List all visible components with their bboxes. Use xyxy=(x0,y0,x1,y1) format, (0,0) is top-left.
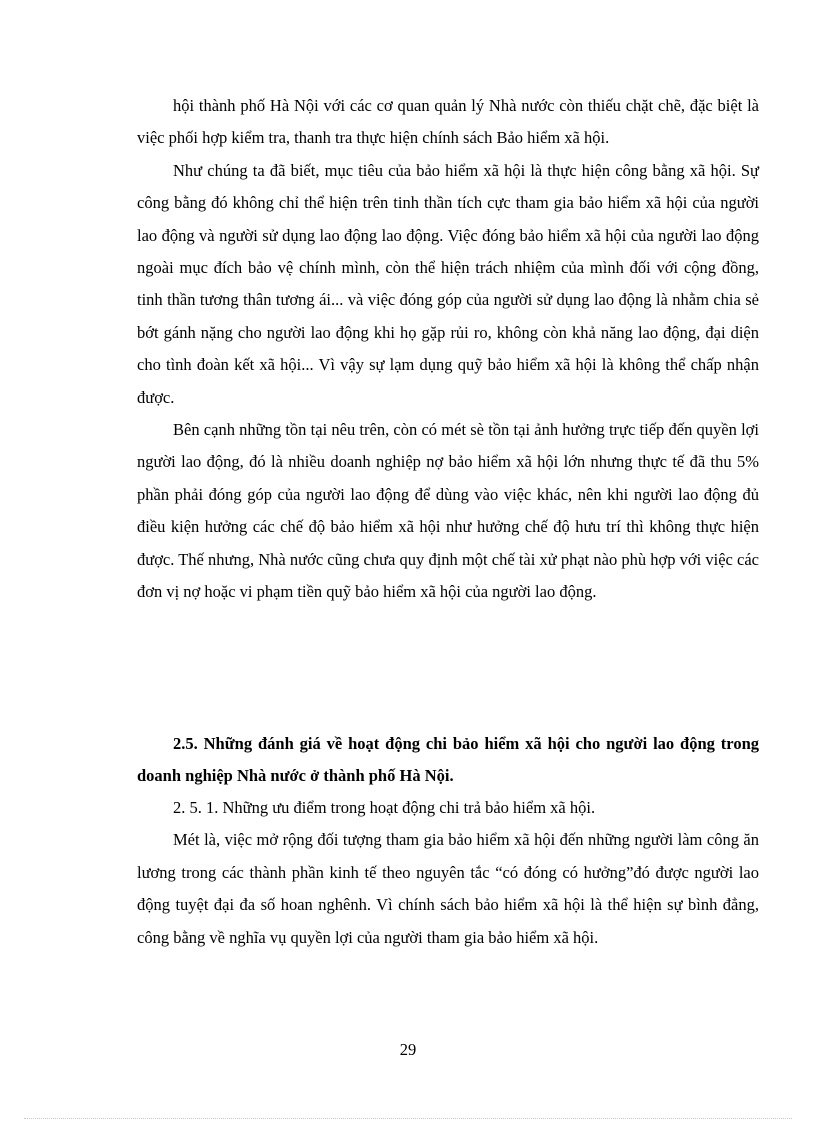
body-text-bottom xyxy=(137,792,759,954)
paragraph-4: Mét là, việc mở rộng đối tượng tham gia bảo hiểm xã hội đến những người làm công ăn lương trong các thành phần kinh tế theo nguyên tắc “có đóng có hưởng”đó được người lao động tuyệt đại đa số hoan nghênh. Vì chính sách bảo hiểm xã hội là thể hiện sự bình đẳng, công bằng về nghĩa vụ quyền lợi của người tham gia bảo hiểm xã hội. xyxy=(137,830,759,947)
paragraph-1: hội thành phố Hà Nội với các cơ quan quản lý Nhà nước còn thiếu chặt chẽ, đặc biệt là việc phối hợp kiểm tra, thanh tra thực hiện chính sách Bảo hiểm xã hội. xyxy=(137,96,759,148)
paragraph-3: Bên cạnh những tồn tại nêu trên, còn có mét sè tồn tại ảnh hưởng trực tiếp đến quyền lợi người lao động, đó là nhiều doanh nghiệp nợ bảo hiểm xã hội lớn nhưng thực tế đã thu 5% phần phải đóng góp của người lao động để dùng vào việc khác, nên khi người lao động đủ điều kiện hưởng các chế độ bảo hiểm xã hội như hưởng chế độ hưu trí thì không thực hiện được. Thế nhưng, Nhà nước cũng chưa quy định một chế tài xử phạt nào phù hợp với việc các đơn vị nợ hoặc vi phạm tiền quỹ bảo hiểm xã hội của người lao động. xyxy=(137,420,759,602)
body-text-top xyxy=(137,90,759,609)
section-heading: 2.5. Những đánh giá về hoạt động chi bảo hiểm xã hội cho người lao động trong doanh nghiệp Nhà nước ở thành phố Hà Nội. xyxy=(137,734,759,786)
paragraph-2: Như chúng ta đã biết, mục tiêu của bảo hiểm xã hội là thực hiện công bằng xã hội. Sự công bằng đó không chỉ thể hiện trên tinh thần tích cực tham gia bảo hiểm xã hội của người lao động và người sử dụng lao động lao động. Việc đóng bảo hiểm xã hội của người lao động ngoài mục đích bảo vệ chính mình, còn thể hiện trách nhiệm của mình đối với cộng đồng, tinh thần tương thân tương ái... và việc đóng góp của người sử dụng lao động là nhằm chia sẻ bớt gánh nặng cho người lao động khi họ gặp rủi ro, không còn khả năng lao động, đại diện cho tình đoàn kết xã hội... Vì vậy sự lạm dụng quỹ bảo hiểm xã hội là không thể chấp nhận được. xyxy=(137,160,759,407)
page-number: 29 xyxy=(399,1040,417,1059)
page-bottom-divider xyxy=(24,1118,792,1119)
subsection-heading: 2. 5. 1. Những ưu điểm trong hoạt động chi trả bảo hiểm xã hội. xyxy=(173,798,596,817)
